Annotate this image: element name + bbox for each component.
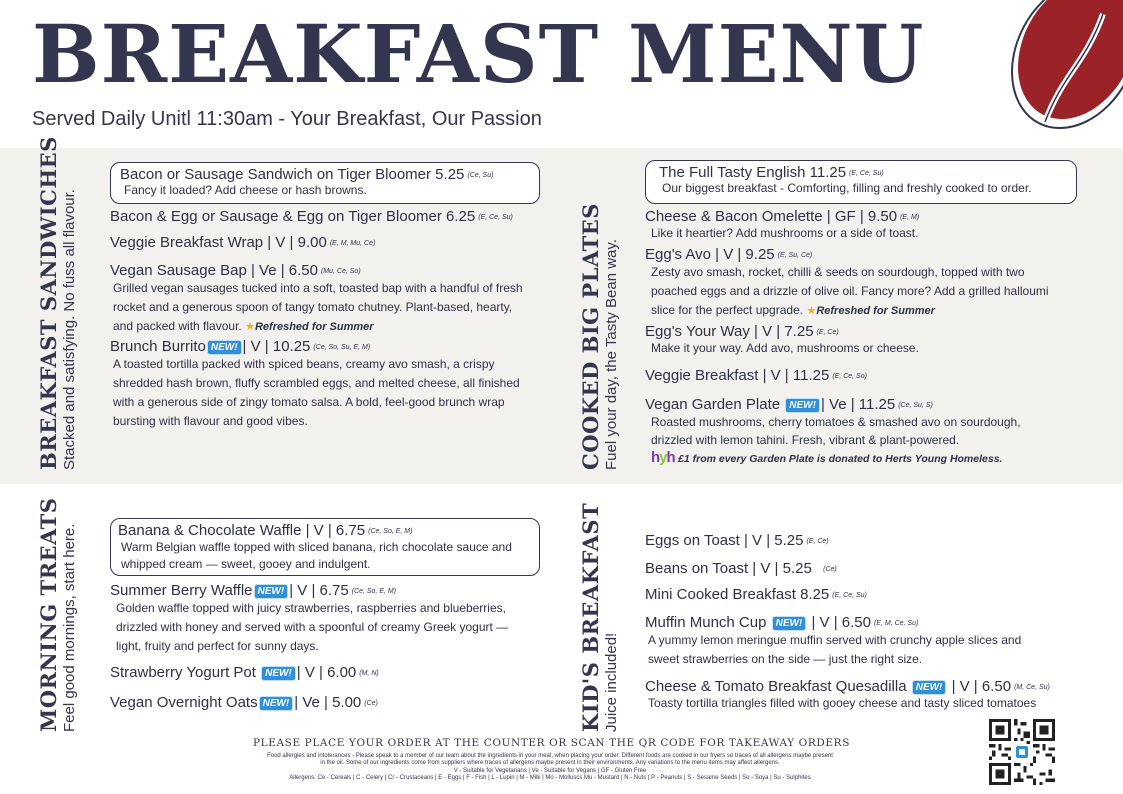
item-name: Summer Berry Waffle bbox=[110, 582, 253, 599]
section-heading: COOKED BIG PLATES bbox=[578, 203, 603, 470]
item-description: Roasted mushrooms, cherry tomatoes & smashed avo on sourdough, bbox=[651, 415, 1021, 429]
new-badge: NEW! bbox=[207, 340, 242, 355]
section-tagline: Feel good mornings, start here. bbox=[61, 523, 78, 732]
item-description: bursting with flavour and good vibes. bbox=[113, 414, 308, 428]
hyh-logo-icon: hyh bbox=[651, 449, 675, 466]
item-allergens: (Mu, Ce, So) bbox=[320, 268, 361, 275]
item-price: | V | 6.50 bbox=[811, 614, 871, 631]
section-sandwiches-label bbox=[36, 136, 79, 470]
item-name: Cheese & Tomato Breakfast Quesadilla bbox=[645, 678, 907, 695]
item-name: Bacon & Egg or Sausage & Egg on Tiger Bloomer 6.25 bbox=[110, 208, 476, 225]
item-description: Fancy it loaded? Add cheese or hash browns. bbox=[124, 183, 367, 197]
section-kids-label bbox=[578, 502, 621, 732]
item-name: Vegan Overnight Oats bbox=[110, 694, 258, 711]
item-allergens: (E, Ce, So) bbox=[832, 373, 867, 380]
item-description: shredded hash brown, fluffy scrambled eggs, and melted cheese, all finished bbox=[113, 376, 520, 390]
item-name: Muffin Munch Cup bbox=[645, 614, 767, 631]
item-allergens: (E, Ce) bbox=[816, 329, 839, 336]
featured-item-box bbox=[645, 160, 1077, 204]
menu-item bbox=[645, 396, 1085, 468]
item-description: light, fruity and perfect for sunny days. bbox=[116, 639, 319, 653]
menu-item bbox=[645, 323, 919, 356]
star-icon: ★ bbox=[806, 305, 817, 317]
qr-code-icon[interactable] bbox=[989, 719, 1055, 785]
item-price: | V | 6.75 bbox=[289, 582, 349, 599]
item-allergens: (M, N) bbox=[359, 670, 379, 677]
item-description: Toasty tortilla triangles filled with gooey cheese and tasty sliced tomatoes bbox=[648, 696, 1037, 710]
item-name: Veggie Breakfast Wrap | V | 9.00 bbox=[110, 234, 327, 251]
new-badge: NEW! bbox=[912, 680, 947, 695]
item-allergens: (Ce, So, E, M) bbox=[351, 588, 397, 595]
menu-item bbox=[110, 262, 550, 337]
item-price: | Ve | 11.25 bbox=[820, 396, 896, 413]
menu-item bbox=[110, 338, 550, 431]
item-description: and packed with flavour. bbox=[113, 319, 242, 333]
menu-item bbox=[645, 208, 919, 241]
item-price: | V | 6.00 bbox=[296, 664, 357, 681]
item-description: A toasted tortilla packed with spiced beans, creamy avo smash, a crispy bbox=[113, 357, 495, 371]
menu-item bbox=[110, 582, 550, 656]
new-badge: NEW! bbox=[772, 616, 807, 631]
new-badge: NEW! bbox=[261, 666, 296, 681]
item-name: The Full Tasty English 11.25 bbox=[659, 164, 847, 181]
coffee-bean-icon bbox=[985, 0, 1123, 139]
allergy-notice: in the oil. Some of our ingredients come from suppliers where traces of allergens maybe present in their environments. Any variations to the menu items may affect allergens. bbox=[320, 760, 780, 766]
item-description: Like it heartier? Add mushrooms or a side of toast. bbox=[651, 226, 919, 240]
section-tagline: Fuel your day, the Tasty Bean way. bbox=[603, 239, 620, 470]
item-allergens: (E, Su, Ce) bbox=[777, 252, 813, 259]
item-name: Vegan Garden Plate bbox=[645, 396, 781, 413]
item-description: Warm Belgian waffle topped with sliced banana, rich chocolate sauce and bbox=[121, 540, 512, 554]
section-heading: KID'S BREAKFAST bbox=[578, 502, 603, 732]
item-allergens: (E, M) bbox=[900, 214, 920, 221]
item-allergens: (E, Ce, Su) bbox=[832, 592, 867, 599]
item-name: Eggs on Toast | V | 5.25 bbox=[645, 532, 804, 549]
item-price: | Ve | 5.00 bbox=[294, 694, 362, 711]
section-heading: BREAKFAST SANDWICHES bbox=[36, 136, 61, 470]
allergen-key: Allergens: Ce - Cereals | C - Celery | Cr - Crustaceans | E - Eggs | F - Fish | L - Lupin | M - Milk | Mo - Molluscs Mu - Mustard | N - Nuts | P - Peanuts | S - Sesame Seeds | So - Soya | Su - Sulphites bbox=[289, 775, 811, 781]
item-allergens: (Ce) bbox=[364, 700, 378, 707]
charity-note: £1 from every Garden Plate is donated to Herts Young Homeless. bbox=[678, 453, 1003, 465]
item-allergens: (E, Ce, Su) bbox=[849, 170, 884, 177]
menu-item bbox=[110, 208, 513, 225]
item-description: Zesty avo smash, rocket, chilli & seeds on sourdough, topped with two bbox=[651, 265, 1025, 279]
menu-item bbox=[645, 678, 1095, 712]
item-name: Cheese & Bacon Omelette | GF | 9.50 bbox=[645, 208, 898, 225]
item-description: Make it your way. Add avo, mushrooms or cheese. bbox=[651, 341, 919, 355]
item-name: Beans on Toast | V | 5.25 bbox=[645, 560, 812, 577]
section-heading: MORNING TREATS bbox=[36, 497, 61, 732]
item-allergens: (Ce, Su) bbox=[467, 172, 494, 179]
item-description: slice for the perfect upgrade. bbox=[651, 303, 804, 317]
menu-item bbox=[645, 560, 837, 577]
item-allergens: (E, M, Ce, Su) bbox=[873, 620, 919, 627]
featured-item-box bbox=[110, 162, 540, 204]
diet-key: V - Suitable for Vegetarians | Ve - Suitable for Vegans | GF - Gluten Free bbox=[453, 768, 647, 774]
featured-item-box bbox=[110, 518, 540, 576]
menu-title: BREAKFAST MENU bbox=[32, 7, 925, 101]
item-allergens: (Ce, So, Su, E, M) bbox=[313, 344, 371, 351]
menu-item bbox=[110, 664, 379, 681]
new-badge: NEW! bbox=[785, 398, 820, 413]
item-allergens: (Ce, So, E, M) bbox=[368, 528, 413, 535]
section-tagline: Juice included! bbox=[603, 632, 620, 732]
item-description: poached eggs and a drizzle of olive oil. Fancy more? Add a grilled halloumi bbox=[651, 284, 1049, 298]
order-notice: PLEASE PLACE YOUR ORDER AT THE COUNTER OR SCAN THE QR CODE FOR TAKEAWAY ORDERS bbox=[253, 737, 850, 749]
item-price: | V | 6.50 bbox=[951, 678, 1012, 695]
star-icon: ★ bbox=[245, 321, 255, 333]
item-name: Bacon or Sausage Sandwich on Tiger Bloomer 5.25 bbox=[120, 166, 465, 183]
menu-item bbox=[645, 532, 829, 549]
refreshed-badge: Refreshed for Summer bbox=[816, 305, 935, 317]
item-name: Brunch Burrito bbox=[110, 338, 206, 355]
item-name: Strawberry Yogurt Pot bbox=[110, 664, 256, 681]
new-badge: NEW! bbox=[259, 696, 294, 711]
menu-item bbox=[645, 246, 1085, 321]
menu-item bbox=[645, 614, 1085, 669]
refreshed-badge: Refreshed for Summer bbox=[254, 321, 374, 333]
new-badge: NEW! bbox=[254, 584, 289, 599]
menu-item bbox=[110, 694, 378, 711]
item-description: whipped cream — sweet, gooey and indulgent. bbox=[121, 557, 371, 571]
item-description: Our biggest breakfast - Comforting, filling and freshly cooked to order. bbox=[662, 181, 1032, 195]
item-description: with a generous side of zingy tomato salsa. A bold, feel-good brunch wrap bbox=[113, 395, 505, 409]
item-description: Grilled vegan sausages tucked into a soft, toasted bap with a handful of fresh bbox=[113, 281, 523, 295]
section-morning-treats-label bbox=[36, 496, 79, 732]
item-allergens: (Ce) bbox=[823, 566, 837, 573]
menu-item bbox=[645, 586, 867, 603]
item-allergens: (Ce, Su, S) bbox=[898, 402, 933, 409]
menu-item bbox=[645, 367, 867, 384]
item-description: A yummy lemon meringue muffin served with crunchy apple slices and bbox=[648, 633, 1022, 647]
section-big-plates-label bbox=[578, 160, 621, 470]
item-description: Golden waffle topped with juicy strawberries, raspberries and blueberries, bbox=[116, 601, 506, 615]
item-allergens: (E, Ce, Su) bbox=[478, 214, 513, 221]
item-name: Egg's Your Way | V | 7.25 bbox=[645, 323, 814, 340]
allergy-notice: Food allergies and intolerances - Please speak to a member of our team about the ingredients in your meal, when placing your order. Different foods are cooked in our fryers so traces of all allergens maybe present bbox=[267, 753, 833, 759]
menu-item bbox=[110, 234, 375, 251]
item-description: drizzled with lemon tahini. Fresh, vibrant & plant-powered. bbox=[651, 433, 960, 447]
item-name: Banana & Chocolate Waffle | V | 6.75 bbox=[118, 522, 366, 539]
item-allergens: (M, Ce, Su) bbox=[1014, 684, 1050, 691]
item-description: drizzled with honey and served with a spoonful of creamy Greek yogurt — bbox=[116, 620, 509, 634]
item-name: Veggie Breakfast | V | 11.25 bbox=[645, 367, 830, 384]
section-tagline: Stacked and satisfying. No fuss all flavour. bbox=[61, 189, 78, 470]
item-name: Mini Cooked Breakfast 8.25 bbox=[645, 586, 830, 603]
item-allergens: (E, Ce) bbox=[806, 538, 829, 545]
item-description: rocket and a generous spoon of tangy tomato chutney. Plant-based, hearty, bbox=[113, 300, 513, 314]
item-description: sweet strawberries on the side — just the right size. bbox=[648, 652, 923, 666]
item-name: Vegan Sausage Bap | Ve | 6.50 bbox=[110, 262, 318, 279]
menu-subtitle: Served Daily Unitl 11:30am - Your Breakfast, Our Passion bbox=[32, 108, 542, 130]
item-allergens: (E, M, Mu, Ce) bbox=[329, 240, 376, 247]
item-price: | V | 10.25 bbox=[242, 338, 311, 355]
item-name: Egg's Avo | V | 9.25 bbox=[645, 246, 775, 263]
